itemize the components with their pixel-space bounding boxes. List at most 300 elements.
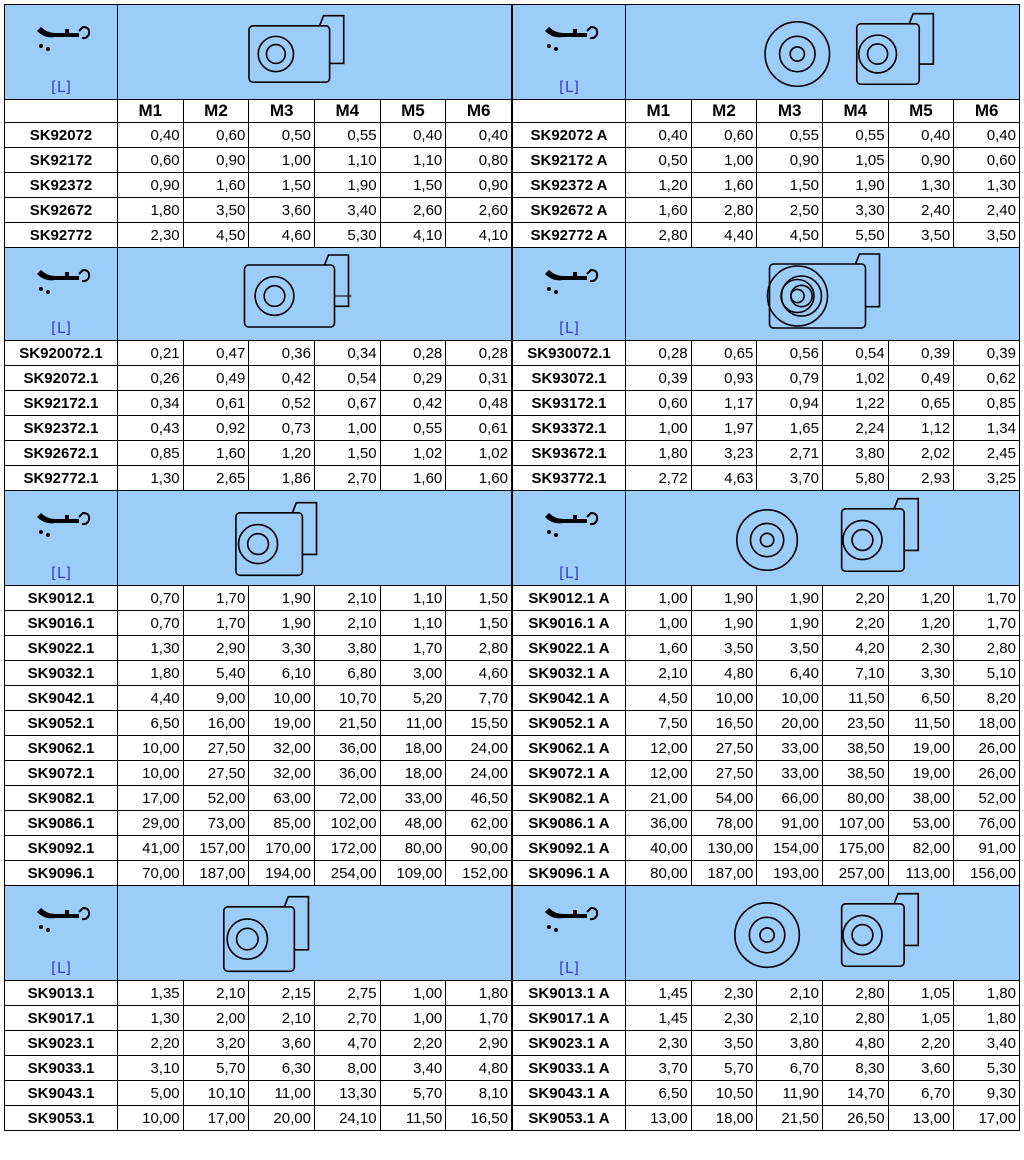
model-cell: SK92372.1 xyxy=(5,416,118,441)
model-cell: SK9082.1 A xyxy=(513,786,626,811)
oil-quantity-cell: 76,00 xyxy=(954,811,1020,836)
oil-quantity-cell: 1,50 xyxy=(446,611,512,636)
table-row xyxy=(5,173,512,198)
oil-quantity-cell: 13,00 xyxy=(888,1106,954,1131)
oil-quantity-cell: 0,40 xyxy=(118,123,184,148)
model-cell: SK92672.1 xyxy=(5,441,118,466)
model-cell: SK9017.1 xyxy=(5,1006,118,1031)
oil-can-icon xyxy=(543,505,599,545)
model-cell: SK9052.1 xyxy=(5,711,118,736)
model-cell: SK92172.1 xyxy=(5,391,118,416)
oil-quantity-cell: 0,40 xyxy=(888,123,954,148)
unit-label: [L] xyxy=(50,564,72,582)
oil-quantity-cell: 0,94 xyxy=(757,391,823,416)
oil-quantity-cell: 3,50 xyxy=(691,1031,757,1056)
model-cell: SK9072.1 A xyxy=(513,761,626,786)
oil-quantity-cell: 0,93 xyxy=(691,366,757,391)
oil-quantity-cell: 2,10 xyxy=(314,611,380,636)
gear-unit-drawing xyxy=(118,248,511,340)
oil-quantity-cell: 1,80 xyxy=(118,661,184,686)
block-picture-row xyxy=(513,5,1020,100)
oil-quantity-cell: 9,30 xyxy=(954,1081,1020,1106)
oil-quantity-cell: 9,00 xyxy=(183,686,249,711)
oil-quantity-cell: 1,30 xyxy=(118,466,184,491)
oil-quantity-cell: 3,50 xyxy=(691,636,757,661)
oil-quantity-cell: 11,90 xyxy=(757,1081,823,1106)
oil-quantity-cell: 0,50 xyxy=(626,148,692,173)
model-cell: SK9022.1 A xyxy=(513,636,626,661)
oil-can-icon xyxy=(35,262,91,302)
block-picture-row xyxy=(5,5,512,100)
oil-quantity-cell: 0,60 xyxy=(626,391,692,416)
table-row xyxy=(5,686,512,711)
oil-quantity-cell: 11,00 xyxy=(380,711,446,736)
oil-quantity-cell: 0,29 xyxy=(380,366,446,391)
oil-quantity-cell: 10,50 xyxy=(691,1081,757,1106)
oil-quantity-cell: 19,00 xyxy=(888,761,954,786)
oil-quantity-cell: 4,60 xyxy=(249,223,315,248)
table-row xyxy=(513,416,1020,441)
oil-quantity-cell: 3,50 xyxy=(757,636,823,661)
oil-quantity-cell: 5,10 xyxy=(954,661,1020,686)
oil-quantity-cell: 24,10 xyxy=(314,1106,380,1131)
mounting-position-header: M5 xyxy=(888,100,954,123)
model-cell: SK9013.1 xyxy=(5,981,118,1006)
oil-quantity-cell: 54,00 xyxy=(691,786,757,811)
oil-quantity-cell: 0,85 xyxy=(954,391,1020,416)
oil-quantity-cell: 2,70 xyxy=(314,1006,380,1031)
mounting-position-header: M2 xyxy=(691,100,757,123)
oil-quantity-cell: 7,70 xyxy=(446,686,512,711)
mounting-position-header: M1 xyxy=(626,100,692,123)
oil-quantity-cell: 52,00 xyxy=(954,786,1020,811)
oil-quantity-cell: 4,80 xyxy=(446,1056,512,1081)
oil-quantity-cell: 1,34 xyxy=(954,416,1020,441)
oil-quantity-cell: 0,60 xyxy=(118,148,184,173)
oil-quantity-cell: 1,90 xyxy=(757,586,823,611)
model-cell: SK93772.1 xyxy=(513,466,626,491)
oil-quantity-cell: 3,30 xyxy=(822,198,888,223)
oil-quantity-cell: 2,80 xyxy=(626,223,692,248)
oil-quantity-cell: 2,30 xyxy=(691,981,757,1006)
oil-icon-cell xyxy=(5,491,118,586)
model-cell: SK92672 xyxy=(5,198,118,223)
oil-quantity-cell: 0,28 xyxy=(626,341,692,366)
oil-quantity-cell: 14,70 xyxy=(822,1081,888,1106)
oil-quantity-cell: 1,70 xyxy=(954,611,1020,636)
table-row xyxy=(513,811,1020,836)
oil-quantity-cell: 21,50 xyxy=(757,1106,823,1131)
oil-quantity-cell: 0,61 xyxy=(183,391,249,416)
oil-quantity-cell: 2,80 xyxy=(691,198,757,223)
mounting-position-header: M6 xyxy=(446,100,512,123)
oil-quantity-cell: 1,00 xyxy=(626,611,692,636)
table-row xyxy=(513,736,1020,761)
oil-quantity-cell: 10,00 xyxy=(118,761,184,786)
oil-quantity-cell: 0,49 xyxy=(888,366,954,391)
unit-label: [L] xyxy=(50,78,72,96)
oil-quantity-cell: 11,50 xyxy=(888,711,954,736)
oil-quantity-cell: 3,80 xyxy=(757,1031,823,1056)
table-row xyxy=(513,1031,1020,1056)
oil-quantity-cell: 2,80 xyxy=(446,636,512,661)
model-cell: SK9086.1 xyxy=(5,811,118,836)
oil-quantity-cell: 3,60 xyxy=(249,1031,315,1056)
oil-quantity-cell: 1,00 xyxy=(691,148,757,173)
oil-quantity-cell: 2,90 xyxy=(446,1031,512,1056)
oil-quantity-cell: 2,10 xyxy=(249,1006,315,1031)
mounting-position-header: M3 xyxy=(249,100,315,123)
oil-quantity-cell: 1,50 xyxy=(314,441,380,466)
oil-quantity-cell: 13,00 xyxy=(626,1106,692,1131)
model-cell: SK92072.1 xyxy=(5,366,118,391)
oil-quantity-cell: 0,42 xyxy=(249,366,315,391)
table-row xyxy=(5,611,512,636)
oil-quantity-cell: 2,80 xyxy=(954,636,1020,661)
model-cell: SK9033.1 A xyxy=(513,1056,626,1081)
oil-quantity-cell: 3,50 xyxy=(183,198,249,223)
oil-quantity-cell: 1,60 xyxy=(691,173,757,198)
oil-quantity-cell: 1,60 xyxy=(626,636,692,661)
table-row xyxy=(5,711,512,736)
block-picture-row xyxy=(5,886,512,981)
model-cell: SK9023.1 A xyxy=(513,1031,626,1056)
mounting-position-header: M2 xyxy=(183,100,249,123)
oil-quantity-cell: 15,50 xyxy=(446,711,512,736)
mounting-position-header: M1 xyxy=(118,100,184,123)
oil-quantity-cell: 1,60 xyxy=(446,466,512,491)
oil-quantity-cell: 1,60 xyxy=(380,466,446,491)
oil-quantity-cell: 8,00 xyxy=(314,1056,380,1081)
model-cell: SK9062.1 xyxy=(5,736,118,761)
table-row xyxy=(513,636,1020,661)
table-row xyxy=(513,123,1020,148)
oil-quantity-cell: 130,00 xyxy=(691,836,757,861)
oil-quantity-cell: 2,10 xyxy=(314,586,380,611)
header-corner-cell xyxy=(5,100,118,123)
oil-quantity-cell: 4,70 xyxy=(314,1031,380,1056)
oil-quantity-cell: 3,23 xyxy=(691,441,757,466)
oil-quantity-cell: 0,56 xyxy=(757,341,823,366)
oil-quantity-cell: 1,70 xyxy=(183,586,249,611)
oil-quantity-cell: 0,67 xyxy=(314,391,380,416)
table-row xyxy=(513,341,1020,366)
model-cell: SK9032.1 A xyxy=(513,661,626,686)
oil-quantity-cell: 23,50 xyxy=(822,711,888,736)
oil-quantity-cell: 18,00 xyxy=(691,1106,757,1131)
gear-unit-drawing xyxy=(626,491,1019,585)
table-row xyxy=(5,1056,512,1081)
oil-quantity-cell: 19,00 xyxy=(249,711,315,736)
model-cell: SK9096.1 A xyxy=(513,861,626,886)
oil-quantity-cell: 0,34 xyxy=(314,341,380,366)
oil-quantity-cell: 0,39 xyxy=(626,366,692,391)
oil-quantity-cell: 66,00 xyxy=(757,786,823,811)
model-cell: SK9043.1 xyxy=(5,1081,118,1106)
table-row xyxy=(5,441,512,466)
table-row xyxy=(513,198,1020,223)
oil-quantity-cell: 63,00 xyxy=(249,786,315,811)
oil-quantity-cell: 1,60 xyxy=(626,198,692,223)
oil-quantity-cell: 0,49 xyxy=(183,366,249,391)
table-row xyxy=(513,366,1020,391)
oil-quantity-cell: 1,17 xyxy=(691,391,757,416)
unit-label: [L] xyxy=(50,319,72,337)
table-row xyxy=(5,636,512,661)
oil-quantity-cell: 2,70 xyxy=(314,466,380,491)
oil-quantity-cell: 33,00 xyxy=(757,736,823,761)
oil-quantity-cell: 113,00 xyxy=(888,861,954,886)
oil-quantity-cell: 80,00 xyxy=(626,861,692,886)
oil-can-icon xyxy=(35,900,91,940)
oil-quantity-cell: 2,20 xyxy=(888,1031,954,1056)
oil-quantity-cell: 2,93 xyxy=(888,466,954,491)
oil-quantity-cell: 4,40 xyxy=(691,223,757,248)
oil-quantity-cell: 1,70 xyxy=(380,636,446,661)
model-cell: SK92772 A xyxy=(513,223,626,248)
oil-quantity-cell: 0,40 xyxy=(626,123,692,148)
oil-quantity-cell: 20,00 xyxy=(757,711,823,736)
model-cell: SK92172 A xyxy=(513,148,626,173)
oil-quantity-cell: 0,60 xyxy=(954,148,1020,173)
oil-quantity-cell: 21,50 xyxy=(314,711,380,736)
oil-quantity-cell: 91,00 xyxy=(954,836,1020,861)
gear-drawing-cell xyxy=(118,5,512,100)
table-row xyxy=(513,711,1020,736)
unit-label: [L] xyxy=(558,319,580,337)
oil-quantity-cell: 38,50 xyxy=(822,761,888,786)
oil-quantity-cell: 102,00 xyxy=(314,811,380,836)
mounting-position-header: M5 xyxy=(380,100,446,123)
oil-quantity-cell: 0,70 xyxy=(118,586,184,611)
oil-quantity-cell: 0,52 xyxy=(249,391,315,416)
oil-quantity-cell: 62,00 xyxy=(446,811,512,836)
oil-quantity-cell: 80,00 xyxy=(822,786,888,811)
oil-quantity-cell: 2,20 xyxy=(380,1031,446,1056)
oil-quantity-cell: 36,00 xyxy=(314,761,380,786)
left-oil-quantity-table xyxy=(4,4,512,1131)
oil-quantity-cell: 1,60 xyxy=(183,173,249,198)
gear-drawing-cell xyxy=(118,248,512,341)
oil-quantity-cell: 1,00 xyxy=(626,586,692,611)
oil-quantity-cell: 2,30 xyxy=(691,1006,757,1031)
oil-quantity-cell: 4,50 xyxy=(183,223,249,248)
table-row xyxy=(513,1056,1020,1081)
table-row xyxy=(5,341,512,366)
oil-quantity-cell: 1,05 xyxy=(822,148,888,173)
oil-quantity-cell: 187,00 xyxy=(691,861,757,886)
model-cell: SK9053.1 xyxy=(5,1106,118,1131)
oil-quantity-cell: 3,30 xyxy=(249,636,315,661)
oil-quantity-cell: 0,50 xyxy=(249,123,315,148)
table-row xyxy=(513,466,1020,491)
model-cell: SK9012.1 A xyxy=(513,586,626,611)
oil-quantity-cell: 24,00 xyxy=(446,736,512,761)
model-cell: SK9033.1 xyxy=(5,1056,118,1081)
oil-quantity-cell: 1,20 xyxy=(249,441,315,466)
oil-quantity-cell: 10,70 xyxy=(314,686,380,711)
oil-quantity-cell: 154,00 xyxy=(757,836,823,861)
oil-quantity-cell: 1,50 xyxy=(446,586,512,611)
oil-quantity-cell: 0,70 xyxy=(118,611,184,636)
table-row xyxy=(5,811,512,836)
oil-icon-cell xyxy=(5,886,118,981)
model-cell: SK930072.1 xyxy=(513,341,626,366)
table-row xyxy=(5,466,512,491)
oil-quantity-cell: 4,40 xyxy=(118,686,184,711)
right-oil-quantity-table xyxy=(512,4,1020,1131)
table-row xyxy=(5,198,512,223)
oil-quantity-cell: 0,73 xyxy=(249,416,315,441)
oil-quantity-cell: 11,50 xyxy=(380,1106,446,1131)
oil-quantity-cell: 1,00 xyxy=(626,416,692,441)
oil-quantity-cell: 2,20 xyxy=(822,611,888,636)
oil-quantity-cell: 254,00 xyxy=(314,861,380,886)
oil-quantity-cell: 0,92 xyxy=(183,416,249,441)
oil-quantity-cell: 0,55 xyxy=(380,416,446,441)
oil-quantity-cell: 2,10 xyxy=(183,981,249,1006)
oil-quantity-cell: 85,00 xyxy=(249,811,315,836)
block-picture-row xyxy=(5,248,512,341)
oil-quantity-cell: 194,00 xyxy=(249,861,315,886)
oil-quantity-cell: 1,90 xyxy=(314,173,380,198)
oil-quantity-cell: 1,70 xyxy=(183,611,249,636)
table-row xyxy=(5,148,512,173)
table-row xyxy=(5,391,512,416)
unit-label: [L] xyxy=(558,78,580,96)
table-row xyxy=(5,1081,512,1106)
oil-quantity-cell: 187,00 xyxy=(183,861,249,886)
oil-quantity-cell: 1,05 xyxy=(888,981,954,1006)
table-row xyxy=(5,366,512,391)
oil-quantity-cell: 8,30 xyxy=(822,1056,888,1081)
oil-quantity-cell: 172,00 xyxy=(314,836,380,861)
oil-quantity-cell: 73,00 xyxy=(183,811,249,836)
oil-quantity-cell: 0,40 xyxy=(954,123,1020,148)
oil-quantity-cell: 1,90 xyxy=(691,586,757,611)
oil-quantity-cell: 0,39 xyxy=(888,341,954,366)
oil-quantity-cell: 0,36 xyxy=(249,341,315,366)
oil-quantity-cell: 12,00 xyxy=(626,736,692,761)
model-cell: SK9022.1 xyxy=(5,636,118,661)
oil-quantity-cell: 0,60 xyxy=(183,123,249,148)
oil-quantity-cell: 0,55 xyxy=(822,123,888,148)
oil-quantity-cell: 1,12 xyxy=(888,416,954,441)
oil-quantity-cell: 19,00 xyxy=(888,736,954,761)
oil-quantity-cell: 156,00 xyxy=(954,861,1020,886)
model-cell: SK92072 xyxy=(5,123,118,148)
oil-quantity-cell: 1,05 xyxy=(888,1006,954,1031)
table-row xyxy=(513,1081,1020,1106)
oil-quantity-cell: 72,00 xyxy=(314,786,380,811)
oil-quantity-cell: 1,30 xyxy=(954,173,1020,198)
oil-quantity-cell: 1,22 xyxy=(822,391,888,416)
oil-quantity-cell: 4,80 xyxy=(691,661,757,686)
oil-quantity-cell: 2,72 xyxy=(626,466,692,491)
oil-quantity-cell: 18,00 xyxy=(380,761,446,786)
mounting-position-header-row xyxy=(5,100,512,123)
table-row xyxy=(5,786,512,811)
gear-unit-drawing xyxy=(626,886,1019,980)
oil-quantity-cell: 32,00 xyxy=(249,736,315,761)
gear-drawing-cell xyxy=(626,491,1020,586)
right-oil-table-panel xyxy=(512,4,1020,1131)
oil-quantity-cell: 1,45 xyxy=(626,981,692,1006)
oil-quantity-cell: 1,30 xyxy=(888,173,954,198)
oil-quantity-cell: 6,50 xyxy=(888,686,954,711)
oil-quantity-cell: 0,55 xyxy=(757,123,823,148)
oil-quantity-cell: 257,00 xyxy=(822,861,888,886)
oil-quantity-cell: 2,50 xyxy=(757,198,823,223)
oil-quantity-cell: 18,00 xyxy=(954,711,1020,736)
table-row xyxy=(5,761,512,786)
oil-quantity-cell: 90,00 xyxy=(446,836,512,861)
oil-quantity-cell: 33,00 xyxy=(757,761,823,786)
gear-unit-drawing xyxy=(118,5,511,99)
oil-quantity-cell: 82,00 xyxy=(888,836,954,861)
oil-quantity-cell: 41,00 xyxy=(118,836,184,861)
model-cell: SK92072 A xyxy=(513,123,626,148)
table-row xyxy=(513,981,1020,1006)
oil-quantity-cell: 0,65 xyxy=(888,391,954,416)
oil-can-icon xyxy=(543,262,599,302)
oil-quantity-cell: 4,20 xyxy=(822,636,888,661)
oil-quantity-cell: 193,00 xyxy=(757,861,823,886)
oil-quantity-cell: 2,30 xyxy=(888,636,954,661)
oil-quantity-cell: 1,60 xyxy=(183,441,249,466)
oil-quantity-cell: 0,65 xyxy=(691,341,757,366)
oil-quantity-cell: 0,28 xyxy=(380,341,446,366)
oil-quantity-cell: 2,20 xyxy=(118,1031,184,1056)
mounting-position-header: M4 xyxy=(822,100,888,123)
oil-quantity-cell: 7,50 xyxy=(626,711,692,736)
oil-quantity-cell: 1,90 xyxy=(757,611,823,636)
oil-quantity-cell: 80,00 xyxy=(380,836,446,861)
model-cell: SK9052.1 A xyxy=(513,711,626,736)
oil-quantity-cell: 0,90 xyxy=(446,173,512,198)
oil-quantity-cell: 0,54 xyxy=(822,341,888,366)
oil-quantity-cell: 0,31 xyxy=(446,366,512,391)
oil-quantity-cell: 5,00 xyxy=(118,1081,184,1106)
table-row xyxy=(5,416,512,441)
oil-quantity-cell: 0,90 xyxy=(118,173,184,198)
oil-quantity-cell: 8,10 xyxy=(446,1081,512,1106)
oil-quantity-cell: 78,00 xyxy=(691,811,757,836)
oil-quantity-cell: 16,50 xyxy=(691,711,757,736)
mounting-position-header: M6 xyxy=(954,100,1020,123)
oil-quantity-cell: 0,90 xyxy=(183,148,249,173)
oil-quantity-cell: 1,20 xyxy=(626,173,692,198)
oil-quantity-cell: 0,47 xyxy=(183,341,249,366)
oil-quantity-cell: 1,97 xyxy=(691,416,757,441)
oil-quantity-cell: 6,50 xyxy=(626,1081,692,1106)
oil-quantity-cell: 26,00 xyxy=(954,736,1020,761)
oil-quantity-cell: 46,50 xyxy=(446,786,512,811)
oil-quantity-cell: 36,00 xyxy=(626,811,692,836)
oil-icon-cell xyxy=(513,5,626,100)
oil-quantity-cell: 0,90 xyxy=(757,148,823,173)
model-cell: SK9016.1 A xyxy=(513,611,626,636)
oil-quantity-cell: 3,80 xyxy=(822,441,888,466)
oil-can-icon xyxy=(543,19,599,59)
block-picture-row xyxy=(513,491,1020,586)
oil-quantity-cell: 38,00 xyxy=(888,786,954,811)
oil-quantity-cell: 1,30 xyxy=(118,636,184,661)
oil-quantity-cell: 4,60 xyxy=(446,661,512,686)
oil-quantity-cell: 6,80 xyxy=(314,661,380,686)
oil-quantity-cell: 0,90 xyxy=(888,148,954,173)
oil-quantity-cell: 0,28 xyxy=(446,341,512,366)
